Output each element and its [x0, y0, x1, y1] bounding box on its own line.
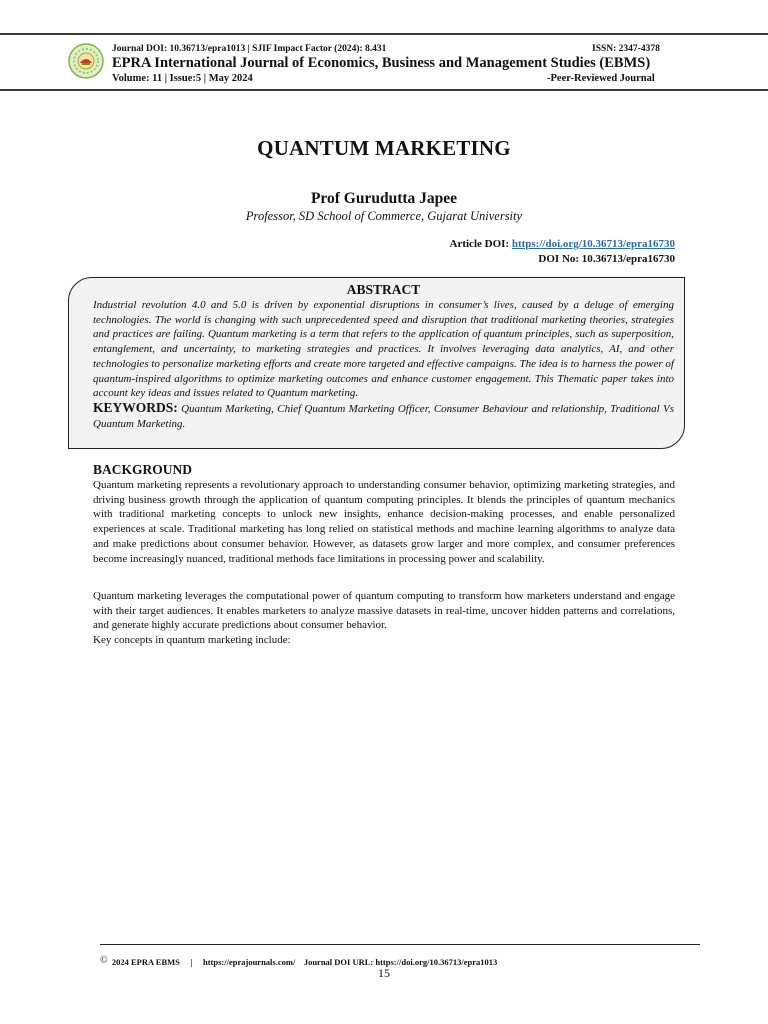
- abstract-heading: ABSTRACT: [346, 282, 421, 297]
- footer-rule: [100, 944, 700, 945]
- keywords-label: KEYWORDS:: [93, 399, 178, 415]
- footer-separator: |: [190, 957, 193, 967]
- article-doi: [450, 238, 675, 250]
- header-top-rule: [0, 33, 768, 35]
- journal-doi: Journal DOI: 10.36713/epra1013 | SJIF Impact Factor (2024): 8.431: [112, 44, 387, 54]
- author-name: Prof Gurudutta Japee: [310, 190, 458, 207]
- paper-title: QUANTUM MARKETING: [257, 136, 511, 160]
- keywords-list: Quantum Marketing, Chief Quantum Marketing Officer, Consumer Behaviour and relationship, Traditional Vs Quantum Marketing.: [93, 402, 675, 430]
- abstract-text: Industrial revolution 4.0 and 5.0 is driven by exponential disruptions in consumer’s lives, caused by a deluge of emerging technologies. The world is changing with such unprecedented speed and disruption that traditional marketing theories, strategies and practices are failing. Quantum marketing is a term that refers to the application of quantum principles, such as superposition, entanglement, and uncertainty, to marketing strategies and practices. It involves leveraging data analytics, AI, and other technologies to personalize marketing efforts and create more targeted and effective campaigns. The idea is to harness the power of quantum-inspired algorithms to optimize marketing outcomes and enhance customer engagement. This Thematic paper takes into account key ideas and issues related to Quantum marketing.: [93, 299, 674, 400]
- peer-reviewed-label: -Peer-Reviewed Journal: [547, 73, 655, 84]
- footer-publisher: 2024 EPRA EBMS: [111, 957, 180, 967]
- keywords: [93, 401, 674, 431]
- background-paragraph-2: [93, 589, 675, 648]
- copyright-icon: ©: [100, 955, 108, 966]
- background-paragraph-2-text: Quantum marketing leverages the computational power of quantum computing to transform how marketers understand and engage with their target audiences. It enables marketers to analyze massive datasets in real-time, uncover hidden patterns and correlations, and generate highly accurate predictions about consumer behavior.: [93, 590, 675, 632]
- doi-number: DOI No: 10.36713/epra16730: [538, 253, 675, 265]
- footer-journal-doi-url[interactable]: Journal DOI URL: https://doi.org/10.36713/epra1013: [303, 957, 498, 967]
- background-paragraph-1: Quantum marketing represents a revolutionary approach to understanding consumer behavior, optimizing marketing strategies, and driving business growth through the application of quantum computing principles. It blends the principles of quantum mechanics with traditional marketing concepts to unlock new insights, enhance decision-making processes, and enable personalized experiences at scale. Traditional marketing has long relied on statistical methods and machine learning algorithms to analyze data and make predictions about consumer behavior. However, as datasets grow larger and more complex, and consumer preferences become increasingly nuanced, traditional methods face limitations in processing power and scalability.: [93, 479, 675, 565]
- volume-issue: Volume: 11 | Issue:5 | May 2024: [112, 73, 253, 84]
- article-doi-label: Article DOI:: [449, 238, 510, 250]
- author-affiliation: Professor, SD School of Commerce, Gujarat University: [245, 209, 523, 223]
- journal-name: EPRA International Journal of Economics, Business and Management Studies (EBMS): [112, 55, 651, 71]
- abstract-box: [68, 277, 685, 449]
- article-doi-link[interactable]: https://doi.org/10.36713/epra16730: [511, 238, 675, 250]
- header-bottom-rule: [0, 89, 768, 91]
- issn: ISSN: 2347-4378: [592, 44, 660, 54]
- background-heading: BACKGROUND: [93, 462, 193, 477]
- epra-logo-icon: [68, 43, 104, 79]
- footer-site-link[interactable]: https://eprajournals.com/: [203, 957, 296, 967]
- page-number: 15: [378, 966, 390, 980]
- background-paragraph-3-text: Key concepts in quantum marketing include:: [93, 634, 291, 647]
